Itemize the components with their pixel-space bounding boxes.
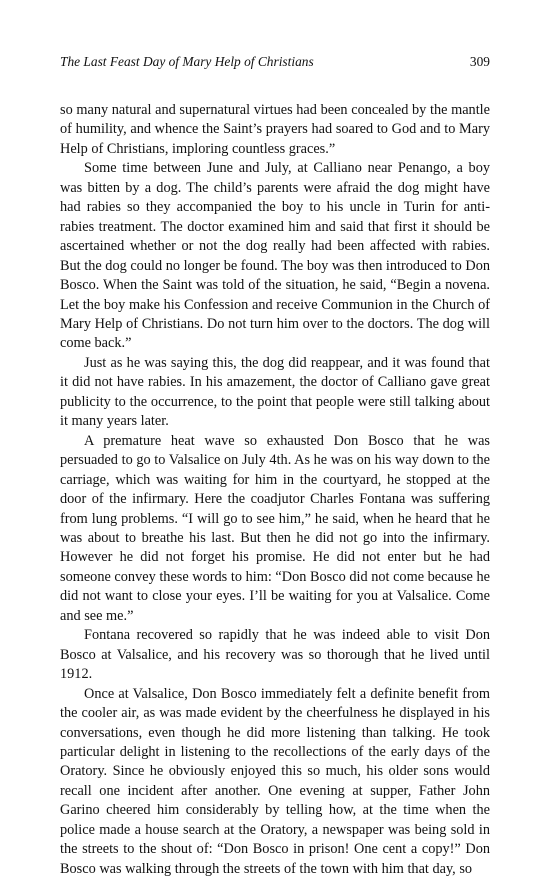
paragraph-continued: so many natural and supernatural virtues had been concealed by the mantle of humility, and whence the Saint’s prayers had soared to God and to Mary Help of Christians, imploring countless graces.” (60, 102, 490, 157)
book-page (60, 54, 490, 879)
body-text (60, 101, 490, 879)
paragraph-heat-wave: A premature heat wave so exhausted Don Bosco that he was persuaded to go to Valsalice on July 4th. As he was on his way down to the carriage, which was waiting for him in the courtyard, he stopped at the door of the infirmary. Here the coadjutor Charles Fontana was suffering from lung problems. “I will go to see him,” he said, when he heard that he was about to breathe his last. But then he did not go into the infirmary. However he did not forget his promise. He did not enter but he had someone convey these words to him: “Don Bosco did not come because he did not want to close your eyes. I’ll be waiting for you at Valsalice. Come and see me.” (60, 432, 490, 624)
paragraph-dog-reappears: Just as he was saying this, the dog did reappear, and it was found that it did not have rabies. In his amazement, the doctor of Calliano gave great publicity to the occurrence, to the point that people were still talking about it many years later. (60, 354, 490, 430)
paragraph-dog-bite: Some time between June and July, at Calliano near Penango, a boy was bitten by a dog. The child’s parents were afraid the dog might have had rabies so they accompanied the boy to his uncle in Turin for anti-rabies treatment. The doctor examined him and said that first it should be ascertained whether or not the dog really had been affected with rabies. But the dog could no longer be found. The boy was then introduced to Don Bosco. When the Saint was told of the situation, he said, “Begin a novena. Let the boy make his Confession and receive Communion in the Church of Mary Help of Christians. Do not turn him over to the doctors. The dog will come back.” (60, 160, 490, 352)
paragraph-fontana-recovery: Fontana recovered so rapidly that he was indeed able to visit Don Bosco at Valsalice, and his recovery was so thorough that he lived until 1912. (60, 627, 490, 683)
paragraph-valsalice: Once at Valsalice, Don Bosco immediately felt a definite benefit from the cooler air, as was made evident by the cheerfulness he displayed in his conversations, even though he did more listening than talking. He took particular delight in listening to the recollections of the early days of the Oratory. Since he obviously enjoyed this so much, his older sons would recall one incident after another. One evening at supper, Father John Garino cheered him considerably by telling how, at the time when the police made a house search at the Oratory, a newspaper was being sold in the streets to the shout of: “Don Bosco in prison! One cent a copy!” Don Bosco was walking through the streets of the town with him that day, so (60, 685, 490, 877)
page-number: 309 (469, 54, 490, 69)
running-title: The Last Feast Day of Mary Help of Christians (60, 54, 314, 69)
running-header (60, 54, 490, 70)
